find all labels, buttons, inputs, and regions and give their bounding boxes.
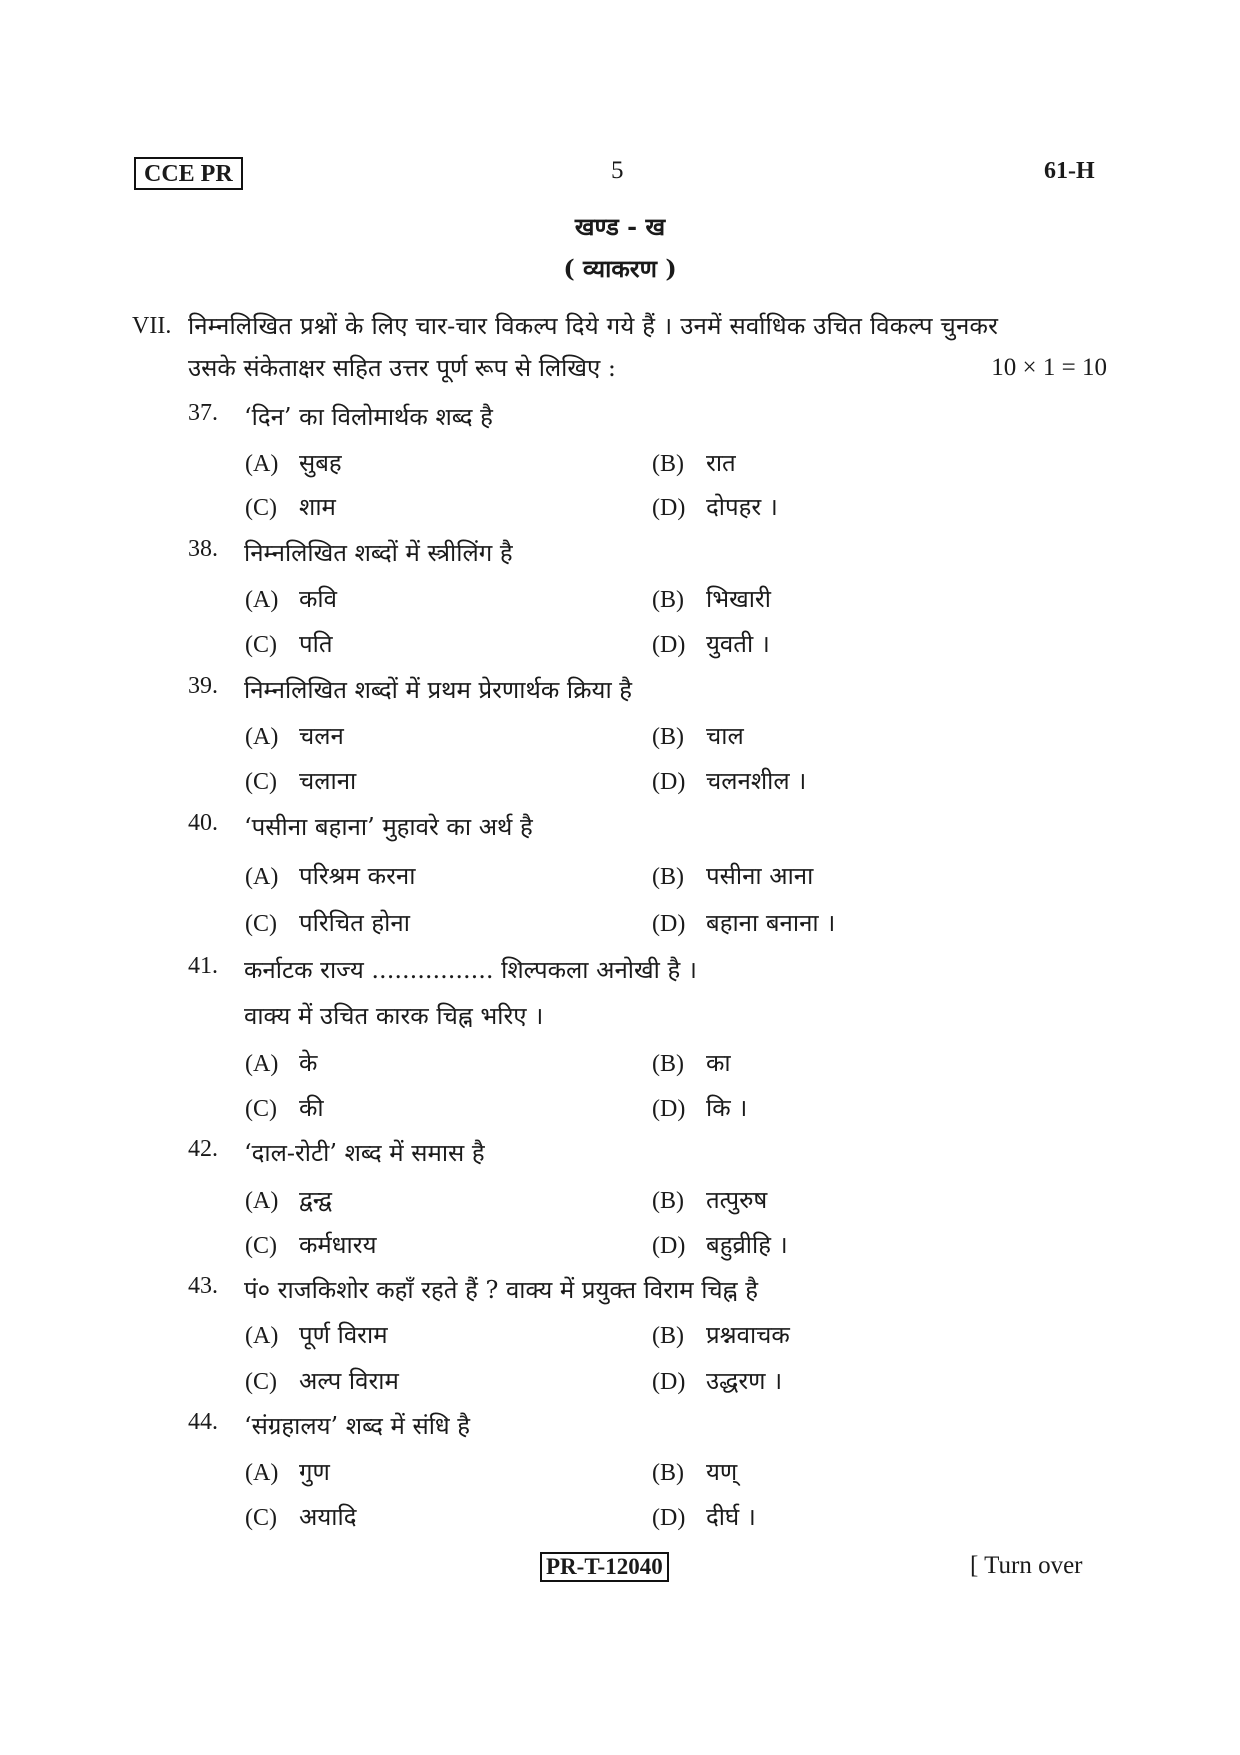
option-a xyxy=(245,1183,332,1216)
instruction-line-2: उसके संकेताक्षर सहित उत्तर पूर्ण रूप से लिखिए : xyxy=(188,354,617,382)
option-label: (C) xyxy=(245,1096,277,1122)
option-text: पूर्ण विराम xyxy=(299,1321,388,1349)
option-text: यण् xyxy=(706,1458,738,1486)
option-d xyxy=(652,1228,788,1261)
footer-code-box: PR-T-12040 xyxy=(540,1552,669,1582)
question-text: कर्नाटक राज्य ................ शिल्पकला अनोखी है । xyxy=(244,956,697,984)
paper-code: 61-H xyxy=(1044,158,1095,184)
option-text: अयादि xyxy=(299,1503,357,1531)
option-label: (B) xyxy=(652,587,684,613)
option-b xyxy=(652,1183,767,1216)
option-b xyxy=(652,1318,790,1351)
option-text: गुण xyxy=(299,1458,330,1486)
page-number: 5 xyxy=(611,157,624,184)
option-label: (A) xyxy=(245,1460,279,1486)
option-a xyxy=(245,1046,317,1079)
option-c xyxy=(245,490,336,523)
option-text: अल्प विराम xyxy=(299,1367,399,1395)
option-c xyxy=(245,627,333,660)
option-b xyxy=(652,582,771,615)
option-label: (C) xyxy=(245,1369,277,1395)
question-number: 39. xyxy=(188,673,218,699)
option-d xyxy=(652,1364,782,1397)
option-text: चलनशील । xyxy=(706,767,807,795)
question-number: 43. xyxy=(188,1273,218,1299)
option-d xyxy=(652,1500,756,1533)
question-text: ‘दाल-रोटी’ शब्द में समास है xyxy=(244,1139,485,1167)
option-label: (A) xyxy=(245,724,279,750)
option-d xyxy=(652,764,806,797)
option-label: (B) xyxy=(652,724,684,750)
option-text: बहुव्रीहि । xyxy=(706,1231,788,1259)
option-d xyxy=(652,906,835,939)
option-text: चलन xyxy=(299,722,344,750)
instruction-number: VII. xyxy=(132,313,172,339)
option-text: सुबह xyxy=(299,449,342,477)
option-text: प्रश्नवाचक xyxy=(706,1321,790,1349)
option-text: चाल xyxy=(706,722,744,750)
question-number: 40. xyxy=(188,810,218,836)
option-label: (D) xyxy=(652,1096,686,1122)
option-text: दोपहर । xyxy=(706,493,778,521)
option-label: (D) xyxy=(652,495,686,521)
option-c xyxy=(245,906,410,939)
question-number: 37. xyxy=(188,400,218,426)
option-label: (A) xyxy=(245,864,279,890)
option-label: (B) xyxy=(652,451,684,477)
option-b xyxy=(652,859,813,892)
option-text: युवती । xyxy=(706,630,770,658)
option-label: (D) xyxy=(652,1505,686,1531)
option-a xyxy=(245,446,342,479)
section-title: खण्ड - ख xyxy=(574,212,666,241)
question-text: ‘पसीना बहाना’ मुहावरे का अर्थ है xyxy=(244,813,533,841)
option-label: (D) xyxy=(652,632,686,658)
option-label: (C) xyxy=(245,632,277,658)
section-subtitle: ( व्याकरण ) xyxy=(563,254,677,283)
option-text: रात xyxy=(706,449,736,477)
option-c xyxy=(245,1500,356,1533)
option-label: (B) xyxy=(652,1323,684,1349)
option-b xyxy=(652,1455,737,1488)
option-c xyxy=(245,764,356,797)
option-label: (C) xyxy=(245,1233,277,1259)
option-text: दीर्घ । xyxy=(706,1503,756,1531)
option-text: कवि xyxy=(299,585,337,613)
option-label: (B) xyxy=(652,1460,684,1486)
option-d xyxy=(652,490,778,523)
question-text: ‘संग्रहालय’ शब्द में संधि है xyxy=(244,1412,471,1440)
option-label: (D) xyxy=(652,1369,686,1395)
turn-over-note: [ Turn over xyxy=(970,1552,1083,1579)
option-text: कि । xyxy=(706,1094,748,1122)
question-text: निम्नलिखित शब्दों में स्त्रीलिंग है xyxy=(244,539,513,567)
question-number: 41. xyxy=(188,953,218,979)
marks-allocation: 10 × 1 = 10 xyxy=(991,354,1107,381)
option-label: (D) xyxy=(652,911,686,937)
question-text: निम्नलिखित शब्दों में प्रथम प्रेरणार्थक क्रिया है xyxy=(244,676,633,704)
option-b xyxy=(652,719,744,752)
option-label: (C) xyxy=(245,495,277,521)
option-label: (A) xyxy=(245,1051,279,1077)
option-text: का xyxy=(706,1049,731,1077)
option-label: (C) xyxy=(245,911,277,937)
option-label: (A) xyxy=(245,451,279,477)
option-b xyxy=(652,1046,731,1079)
option-c xyxy=(245,1228,377,1261)
option-label: (C) xyxy=(245,769,277,795)
option-text: परिचित होना xyxy=(299,909,410,937)
option-a xyxy=(245,1318,388,1351)
option-text: पसीना आना xyxy=(706,862,814,890)
option-text: भिखारी xyxy=(706,585,771,613)
option-text: द्वन्द्व xyxy=(299,1186,332,1214)
option-d xyxy=(652,1091,747,1124)
option-d xyxy=(652,627,770,660)
option-a xyxy=(245,859,415,892)
option-label: (A) xyxy=(245,1323,279,1349)
option-b xyxy=(652,446,736,479)
option-text: चलाना xyxy=(299,767,357,795)
option-label: (B) xyxy=(652,1188,684,1214)
option-label: (D) xyxy=(652,1233,686,1259)
option-text: पति xyxy=(299,630,333,658)
option-a xyxy=(245,582,337,615)
option-text: उद्धरण । xyxy=(706,1367,783,1395)
option-text: तत्पुरुष xyxy=(706,1186,768,1214)
option-label: (A) xyxy=(245,587,279,613)
question-number: 38. xyxy=(188,536,218,562)
question-number: 42. xyxy=(188,1136,218,1162)
option-label: (A) xyxy=(245,1188,279,1214)
option-c xyxy=(245,1091,324,1124)
question-text: ‘दिन’ का विलोमार्थक शब्द है xyxy=(244,403,493,431)
option-label: (C) xyxy=(245,1505,277,1531)
option-text: के xyxy=(299,1049,318,1077)
option-label: (B) xyxy=(652,864,684,890)
question-number: 44. xyxy=(188,1409,218,1435)
option-text: शाम xyxy=(299,493,336,521)
option-c xyxy=(245,1364,399,1397)
option-a xyxy=(245,1455,330,1488)
question-text-continued: वाक्य में उचित कारक चिह्न भरिए । xyxy=(244,1002,544,1030)
option-a xyxy=(245,719,344,752)
option-label: (D) xyxy=(652,769,686,795)
option-text: की xyxy=(299,1094,324,1122)
option-text: कर्मधारय xyxy=(299,1231,377,1259)
question-text: पं० राजकिशोर कहाँ रहते हैं ? वाक्य में प्रयुक्त विराम चिह्न है xyxy=(244,1276,758,1304)
instruction-line-1: निम्नलिखित प्रश्नों के लिए चार-चार विकल्प दिये गये हैं । उनमें सर्वाधिक उचित विकल्प चुनकर xyxy=(188,312,999,340)
option-label: (B) xyxy=(652,1051,684,1077)
header-code-box: CCE PR xyxy=(134,157,243,190)
option-text: परिश्रम करना xyxy=(299,862,416,890)
option-text: बहाना बनाना । xyxy=(706,909,836,937)
